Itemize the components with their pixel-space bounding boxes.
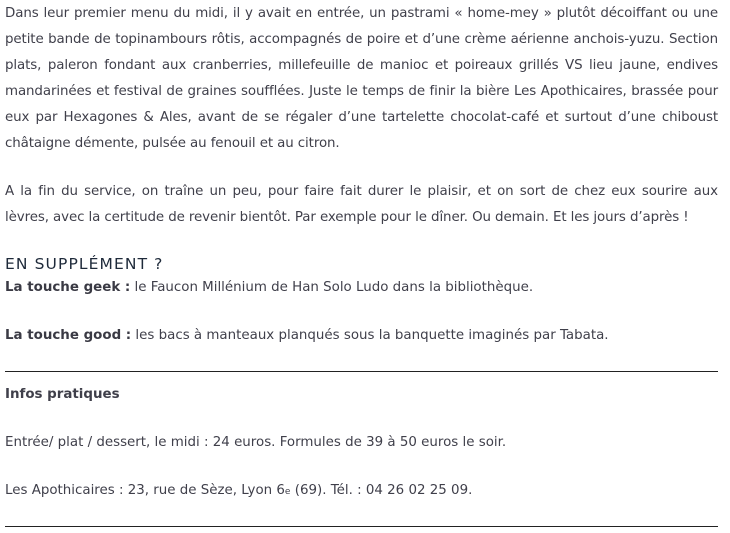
address-main: Les Apothicaires : 23, rue de Sèze, Lyon 6 bbox=[5, 483, 285, 498]
infos-address bbox=[5, 481, 472, 502]
divider-top bbox=[5, 371, 718, 372]
geek-touch-text: le Faucon Millénium de Han Solo Ludo dans la bibliothèque. bbox=[130, 280, 534, 295]
infos-title: Infos pratiques bbox=[5, 387, 120, 402]
address-ordinal-suffix: e bbox=[284, 487, 291, 497]
paragraph-menu: Dans leur premier menu du midi, il y avait en entrée, un pastrami « home-mey » plutôt décoiffant ou une petite bande de topinambours rôtis, accompagnés de poire et d’une crème aérienne anchois-yuzu. Section plats, paleron fondant aux cranberries, millefeuille de manioc et poireaux grillés VS lieu jaune, endives mandarinées et festival de graines soufflées. Juste le temps de finir la bière Les Apothicaires, brassée pour eux par Hexagones & Ales, avant de se régaler d’une tartelette chocolat-café et surtout d’une chiboust châtaigne démente, pulsée au fenouil et au citron. bbox=[5, 6, 718, 151]
address-phone: (69). Tél. : 04 26 02 25 09. bbox=[290, 483, 473, 498]
good-touch-label: La touche good : bbox=[5, 328, 132, 343]
supplement-heading: EN SUPPLÉMENT ? bbox=[5, 255, 164, 273]
infos-prices: Entrée/ plat / dessert, le midi : 24 euros. Formules de 39 à 50 euros le soir. bbox=[5, 435, 507, 450]
good-touch-text: les bacs à manteaux planqués sous la banquette imaginés par Tabata. bbox=[131, 328, 609, 343]
paragraph-service: A la fin du service, on traîne un peu, pour faire fait durer le plaisir, et on sort de chez eux sourire aux lèvres, avec la certitude de revenir bientôt. Par exemple pour le dîner. Ou demain. Et les jours d’après ! bbox=[5, 184, 718, 225]
divider-bottom bbox=[5, 526, 718, 527]
geek-touch-label: La touche geek : bbox=[5, 280, 131, 295]
good-touch-line bbox=[5, 326, 609, 346]
geek-touch-line bbox=[5, 278, 533, 298]
